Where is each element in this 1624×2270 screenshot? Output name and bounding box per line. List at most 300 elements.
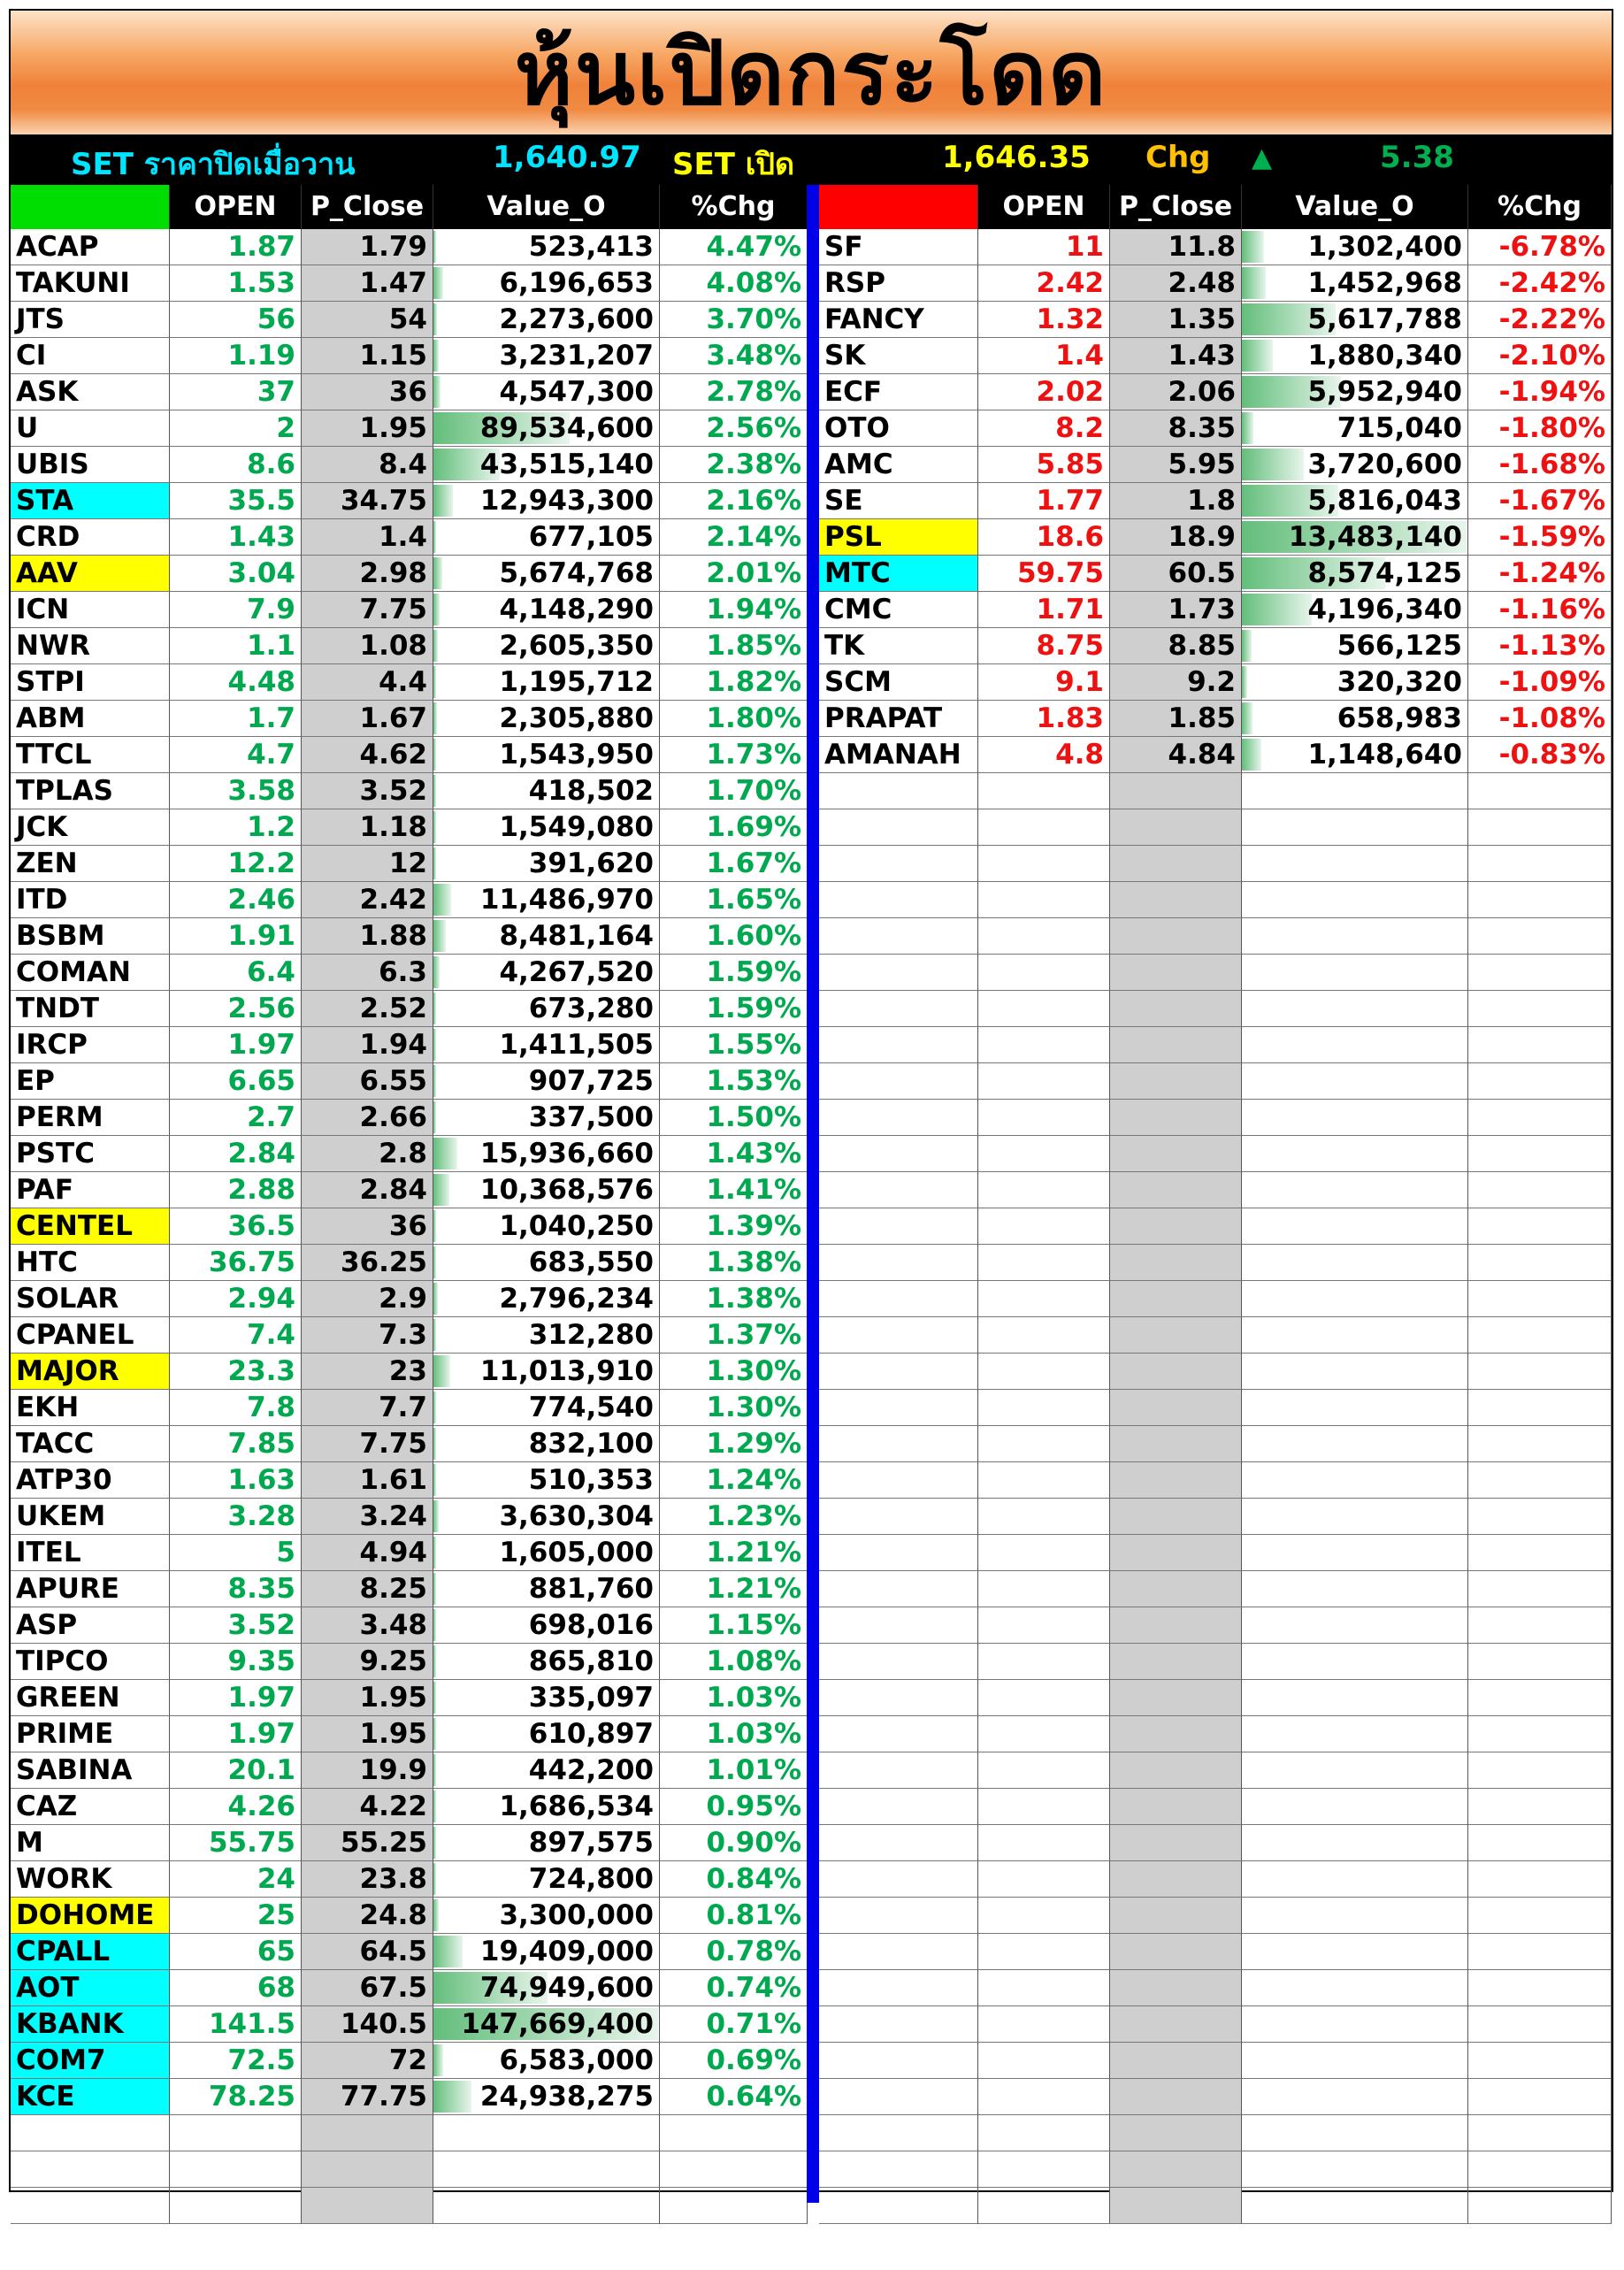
open-price: 1.2 xyxy=(170,809,302,846)
empty-cell xyxy=(1468,1680,1612,1716)
prev-close-price: 4.4 xyxy=(302,664,433,701)
empty-cell xyxy=(1110,1499,1242,1535)
empty-cell xyxy=(433,2151,660,2188)
open-value-text: 832,100 xyxy=(528,1428,654,1460)
percent-change: -1.24% xyxy=(1468,556,1612,592)
value-databar xyxy=(433,1392,436,1423)
stock-symbol: TTCL xyxy=(11,737,170,773)
stock-symbol: PSL xyxy=(819,519,978,556)
prev-close-price: 12 xyxy=(302,846,433,882)
prev-close-price: 36.25 xyxy=(302,1245,433,1281)
empty-cell xyxy=(1110,809,1242,846)
prev-close-price: 1.94 xyxy=(302,1027,433,1063)
open-value-text: 881,760 xyxy=(528,1573,654,1605)
empty-cell xyxy=(978,2079,1110,2115)
empty-cell xyxy=(1468,2043,1612,2079)
empty-cell xyxy=(978,1245,1110,1281)
open-price: 1.97 xyxy=(170,1716,302,1752)
title-banner xyxy=(11,11,1612,134)
open-price: 1.4 xyxy=(978,338,1110,374)
percent-change: -2.42% xyxy=(1468,265,1612,302)
stock-symbol: WORK xyxy=(11,1861,170,1898)
open-price: 36.75 xyxy=(170,1245,302,1281)
empty-cell xyxy=(978,1716,1110,1752)
percent-change: 1.15% xyxy=(660,1607,808,1644)
gainers-header-valueo: Value_O xyxy=(433,185,660,229)
value-databar xyxy=(433,1101,436,1133)
percent-change: 1.39% xyxy=(660,1208,808,1245)
value-databar xyxy=(433,267,443,299)
prev-close-price: 34.75 xyxy=(302,483,433,519)
open-value-text: 1,452,968 xyxy=(1307,267,1462,299)
open-value xyxy=(433,592,660,628)
percent-change: 1.67% xyxy=(660,846,808,882)
empty-cell xyxy=(1110,1861,1242,1898)
open-value-text: 3,300,000 xyxy=(499,1899,654,1931)
value-databar xyxy=(433,1138,457,1170)
empty-cell xyxy=(1468,1462,1612,1499)
prev-close-price: 3.24 xyxy=(302,1499,433,1535)
percent-change: 1.30% xyxy=(660,1390,808,1426)
prev-close-price: 2.9 xyxy=(302,1281,433,1317)
stock-symbol: CENTEL xyxy=(11,1208,170,1245)
empty-cell xyxy=(1468,1825,1612,1861)
empty-cell xyxy=(978,1607,1110,1644)
empty-cell xyxy=(819,1934,978,1970)
stock-symbol: IRCP xyxy=(11,1027,170,1063)
empty-cell xyxy=(978,2006,1110,2043)
stock-symbol: SCM xyxy=(819,664,978,701)
open-value-text: 4,547,300 xyxy=(499,376,654,408)
stock-symbol: NWR xyxy=(11,628,170,664)
empty-cell xyxy=(819,1354,978,1390)
empty-cell xyxy=(1468,2188,1612,2224)
value-databar xyxy=(433,376,440,408)
open-value xyxy=(433,1644,660,1680)
prev-close-price: 2.48 xyxy=(1110,265,1242,302)
empty-cell xyxy=(1242,1535,1468,1571)
value-databar xyxy=(433,1682,436,1714)
open-value-text: 312,280 xyxy=(528,1319,654,1351)
open-value xyxy=(433,1100,660,1136)
open-price: 1.97 xyxy=(170,1027,302,1063)
open-value xyxy=(433,2043,660,2079)
losers-header-valueo: Value_O xyxy=(1242,185,1468,229)
value-databar xyxy=(433,1899,439,1931)
empty-cell xyxy=(1468,955,1612,991)
empty-cell xyxy=(819,2006,978,2043)
open-value xyxy=(433,1571,660,1607)
value-databar xyxy=(433,1500,439,1532)
percent-change: 2.38% xyxy=(660,447,808,483)
open-value xyxy=(1242,701,1468,737)
open-value-text: 12,943,300 xyxy=(479,485,654,517)
open-value-text: 1,543,950 xyxy=(499,739,654,771)
open-price: 37 xyxy=(170,374,302,410)
open-price: 2.02 xyxy=(978,374,1110,410)
empty-cell xyxy=(1242,1063,1468,1100)
open-value xyxy=(1242,374,1468,410)
open-value-text: 19,409,000 xyxy=(479,1936,654,1967)
open-value-text: 4,196,340 xyxy=(1307,594,1462,625)
open-price: 2.88 xyxy=(170,1172,302,1208)
value-databar xyxy=(433,739,436,771)
empty-cell xyxy=(1242,846,1468,882)
open-value-text: 1,195,712 xyxy=(499,666,654,698)
open-value: 1,646.35 xyxy=(942,140,1091,175)
open-price: 141.5 xyxy=(170,2006,302,2043)
empty-cell xyxy=(1242,2079,1468,2115)
empty-cell xyxy=(978,1462,1110,1499)
open-value xyxy=(433,1208,660,1245)
open-value-text: 8,481,164 xyxy=(499,920,654,952)
open-value xyxy=(433,846,660,882)
stock-symbol: CAZ xyxy=(11,1789,170,1825)
empty-cell xyxy=(1110,1970,1242,2006)
value-databar xyxy=(433,1319,436,1351)
empty-cell xyxy=(1242,918,1468,955)
empty-cell xyxy=(1110,1934,1242,1970)
open-value xyxy=(433,955,660,991)
open-value xyxy=(1242,664,1468,701)
value-databar xyxy=(433,1537,436,1568)
percent-change: 1.21% xyxy=(660,1535,808,1571)
open-price: 4.26 xyxy=(170,1789,302,1825)
gainers-header-chg: %Chg xyxy=(660,185,808,229)
open-value-text: 2,605,350 xyxy=(499,630,654,662)
open-value xyxy=(433,1462,660,1499)
empty-cell xyxy=(1110,1354,1242,1390)
stock-symbol: OTO xyxy=(819,410,978,447)
empty-cell xyxy=(1468,2151,1612,2188)
stock-symbol: ZEN xyxy=(11,846,170,882)
empty-cell xyxy=(819,1390,978,1426)
value-databar xyxy=(1242,231,1264,263)
open-value-text: 418,502 xyxy=(528,775,654,807)
value-databar xyxy=(1242,412,1253,444)
empty-cell xyxy=(978,1789,1110,1825)
open-value xyxy=(433,1861,660,1898)
prev-close-price: 1.35 xyxy=(1110,302,1242,338)
stock-symbol: PSTC xyxy=(11,1136,170,1172)
empty-cell xyxy=(433,2188,660,2224)
percent-change: 1.41% xyxy=(660,1172,808,1208)
open-value-text: 610,897 xyxy=(528,1718,654,1750)
open-value-text: 673,280 xyxy=(528,993,654,1024)
open-value-text: 1,411,505 xyxy=(499,1029,654,1061)
empty-cell xyxy=(1110,2043,1242,2079)
value-databar xyxy=(433,630,438,662)
percent-change: 1.21% xyxy=(660,1571,808,1607)
stock-symbol: AOT xyxy=(11,1970,170,2006)
prev-close-label: SET ราคาปิดเมื่อวาน xyxy=(71,147,356,182)
empty-cell xyxy=(1110,1462,1242,1499)
percent-change: 1.30% xyxy=(660,1354,808,1390)
open-value xyxy=(433,1136,660,1172)
prev-close-price: 1.88 xyxy=(302,918,433,955)
empty-cell xyxy=(1242,991,1468,1027)
open-value-text: 683,550 xyxy=(528,1246,654,1278)
empty-cell xyxy=(1242,1281,1468,1317)
empty-cell xyxy=(1242,1354,1468,1390)
empty-cell xyxy=(1468,846,1612,882)
stock-symbol: TIPCO xyxy=(11,1644,170,1680)
empty-cell xyxy=(819,1462,978,1499)
open-value-text: 724,800 xyxy=(528,1863,654,1895)
prev-close-price: 2.98 xyxy=(302,556,433,592)
prev-close-price: 1.85 xyxy=(1110,701,1242,737)
open-value-text: 658,983 xyxy=(1337,702,1462,734)
empty-cell xyxy=(1242,2115,1468,2151)
empty-cell xyxy=(819,1535,978,1571)
prev-close-price: 7.3 xyxy=(302,1317,433,1354)
prev-close-price: 2.84 xyxy=(302,1172,433,1208)
stock-symbol: UBIS xyxy=(11,447,170,483)
open-value-text: 2,305,880 xyxy=(499,702,654,734)
open-value xyxy=(1242,447,1468,483)
stock-symbol: M xyxy=(11,1825,170,1861)
empty-cell xyxy=(819,2043,978,2079)
open-value-text: 8,574,125 xyxy=(1307,557,1462,589)
chg-value: 5.38 xyxy=(1380,140,1454,175)
empty-cell xyxy=(1468,1898,1612,1934)
prev-close-price: 36 xyxy=(302,1208,433,1245)
empty-cell xyxy=(819,2151,978,2188)
empty-cell xyxy=(978,2151,1110,2188)
empty-cell xyxy=(1110,773,1242,809)
empty-cell xyxy=(1468,1752,1612,1789)
empty-cell xyxy=(1110,1644,1242,1680)
empty-cell xyxy=(1242,1680,1468,1716)
empty-cell xyxy=(819,846,978,882)
open-price: 11 xyxy=(978,229,1110,265)
empty-cell xyxy=(1468,1644,1612,1680)
open-value xyxy=(1242,229,1468,265)
open-value xyxy=(433,519,660,556)
up-arrow-icon: ▲ xyxy=(1252,142,1273,173)
open-price: 1.43 xyxy=(170,519,302,556)
empty-cell xyxy=(978,1535,1110,1571)
value-databar xyxy=(433,1210,436,1242)
empty-cell xyxy=(819,1499,978,1535)
value-databar xyxy=(433,1428,436,1460)
empty-cell xyxy=(978,1390,1110,1426)
percent-change: 2.16% xyxy=(660,483,808,519)
stock-symbol: ABM xyxy=(11,701,170,737)
stock-symbol: AAV xyxy=(11,556,170,592)
empty-cell xyxy=(1468,2079,1612,2115)
empty-cell xyxy=(1110,1898,1242,1934)
empty-cell xyxy=(819,1063,978,1100)
value-databar xyxy=(433,775,436,807)
empty-cell xyxy=(819,1970,978,2006)
value-databar xyxy=(433,1863,436,1895)
open-value xyxy=(1242,338,1468,374)
losers-header-chg: %Chg xyxy=(1468,185,1612,229)
percent-change: 1.29% xyxy=(660,1426,808,1462)
open-price: 78.25 xyxy=(170,2079,302,2115)
empty-cell xyxy=(1242,1317,1468,1354)
open-value-text: 1,605,000 xyxy=(499,1537,654,1568)
open-value xyxy=(433,1934,660,1970)
empty-cell xyxy=(1242,1644,1468,1680)
empty-cell xyxy=(170,2151,302,2188)
value-databar xyxy=(1242,267,1266,299)
empty-cell xyxy=(1468,1426,1612,1462)
open-value xyxy=(433,374,660,410)
empty-cell xyxy=(978,846,1110,882)
value-databar xyxy=(1242,702,1252,734)
open-value-text: 6,196,653 xyxy=(499,267,654,299)
open-price: 9.35 xyxy=(170,1644,302,1680)
open-price: 36.5 xyxy=(170,1208,302,1245)
value-databar xyxy=(433,1355,450,1387)
empty-cell xyxy=(819,1752,978,1789)
open-value xyxy=(433,737,660,773)
prev-close-price: 54 xyxy=(302,302,433,338)
value-databar xyxy=(433,1718,436,1750)
open-price: 2.56 xyxy=(170,991,302,1027)
empty-cell xyxy=(978,1027,1110,1063)
stock-symbol: JCK xyxy=(11,809,170,846)
open-price: 7.9 xyxy=(170,592,302,628)
empty-cell xyxy=(1110,1426,1242,1462)
stock-symbol: COM7 xyxy=(11,2043,170,2079)
empty-cell xyxy=(1110,1245,1242,1281)
value-databar xyxy=(433,702,437,734)
open-value xyxy=(433,1063,660,1100)
prev-close-price: 64.5 xyxy=(302,1934,433,1970)
empty-cell xyxy=(170,2188,302,2224)
open-price: 1.97 xyxy=(170,1680,302,1716)
sheet-frame xyxy=(9,9,1613,2192)
empty-cell xyxy=(1242,1607,1468,1644)
empty-cell xyxy=(819,1680,978,1716)
empty-cell xyxy=(1468,991,1612,1027)
empty-cell xyxy=(1242,882,1468,918)
empty-cell xyxy=(1110,955,1242,991)
prev-close-value: 1,640.97 xyxy=(493,140,641,175)
prev-close-price: 1.95 xyxy=(302,1680,433,1716)
stock-symbol: KBANK xyxy=(11,2006,170,2043)
open-price: 1.83 xyxy=(978,701,1110,737)
open-price: 3.28 xyxy=(170,1499,302,1535)
open-value-text: 1,549,080 xyxy=(499,811,654,843)
empty-cell xyxy=(1110,2188,1242,2224)
open-value xyxy=(433,483,660,519)
empty-cell xyxy=(1110,882,1242,918)
value-databar xyxy=(1242,449,1304,480)
empty-cell xyxy=(1242,773,1468,809)
prev-close-price: 60.5 xyxy=(1110,556,1242,592)
prev-close-price: 7.75 xyxy=(302,592,433,628)
empty-cell xyxy=(1468,1063,1612,1100)
empty-cell xyxy=(819,991,978,1027)
empty-cell xyxy=(978,2115,1110,2151)
empty-cell xyxy=(1110,2079,1242,2115)
open-value xyxy=(433,1426,660,1462)
open-price: 5.85 xyxy=(978,447,1110,483)
open-value xyxy=(433,809,660,846)
empty-cell xyxy=(1468,1390,1612,1426)
prev-close-price: 18.9 xyxy=(1110,519,1242,556)
prev-close-price: 4.22 xyxy=(302,1789,433,1825)
stock-symbol: ICN xyxy=(11,592,170,628)
empty-cell xyxy=(978,1825,1110,1861)
open-value xyxy=(433,1535,660,1571)
empty-cell xyxy=(1242,2043,1468,2079)
open-value-text: 2,273,600 xyxy=(499,303,654,335)
empty-cell xyxy=(819,1136,978,1172)
open-price: 1.63 xyxy=(170,1462,302,1499)
percent-change: -1.67% xyxy=(1468,483,1612,519)
open-value-text: 897,575 xyxy=(528,1827,654,1859)
percent-change: 0.81% xyxy=(660,1898,808,1934)
empty-cell xyxy=(819,1245,978,1281)
percent-change: 3.70% xyxy=(660,302,808,338)
open-value-text: 5,816,043 xyxy=(1307,485,1462,517)
empty-cell xyxy=(1110,1789,1242,1825)
open-value xyxy=(1242,592,1468,628)
open-value-text: 566,125 xyxy=(1337,630,1462,662)
empty-cell xyxy=(1242,1789,1468,1825)
percent-change: 1.50% xyxy=(660,1100,808,1136)
empty-cell xyxy=(819,882,978,918)
empty-cell xyxy=(1468,1317,1612,1354)
open-value xyxy=(433,1716,660,1752)
prev-close-price: 23.8 xyxy=(302,1861,433,1898)
percent-change: 1.85% xyxy=(660,628,808,664)
percent-change: 1.38% xyxy=(660,1281,808,1317)
empty-cell xyxy=(978,918,1110,955)
value-databar xyxy=(1242,666,1247,698)
value-databar xyxy=(1242,630,1252,662)
prev-close-price: 77.75 xyxy=(302,2079,433,2115)
open-price: 9.1 xyxy=(978,664,1110,701)
prev-close-price: 2.52 xyxy=(302,991,433,1027)
prev-close-price: 1.08 xyxy=(302,628,433,664)
open-value xyxy=(433,991,660,1027)
stock-symbol: TPLAS xyxy=(11,773,170,809)
empty-cell xyxy=(819,1644,978,1680)
percent-change: -2.22% xyxy=(1468,302,1612,338)
empty-cell xyxy=(978,1354,1110,1390)
percent-change: 1.43% xyxy=(660,1136,808,1172)
value-databar xyxy=(433,1246,436,1278)
prev-close-price: 8.4 xyxy=(302,447,433,483)
empty-cell xyxy=(1468,1136,1612,1172)
percent-change: 2.14% xyxy=(660,519,808,556)
prev-close-price: 1.18 xyxy=(302,809,433,846)
value-databar xyxy=(433,1936,463,1967)
open-value xyxy=(433,265,660,302)
empty-cell xyxy=(170,2115,302,2151)
open-price: 1.32 xyxy=(978,302,1110,338)
percent-change: 0.84% xyxy=(660,1861,808,1898)
open-value xyxy=(1242,265,1468,302)
percent-change: 4.47% xyxy=(660,229,808,265)
prev-close-price: 8.25 xyxy=(302,1571,433,1607)
percent-change: 1.01% xyxy=(660,1752,808,1789)
open-value-text: 865,810 xyxy=(528,1645,654,1677)
stock-symbol: UKEM xyxy=(11,1499,170,1535)
open-price: 4.7 xyxy=(170,737,302,773)
open-value-text: 43,515,140 xyxy=(479,449,654,480)
empty-cell xyxy=(1110,1571,1242,1607)
stock-symbol: ACAP xyxy=(11,229,170,265)
stock-symbol: ASK xyxy=(11,374,170,410)
value-databar xyxy=(1242,340,1273,372)
